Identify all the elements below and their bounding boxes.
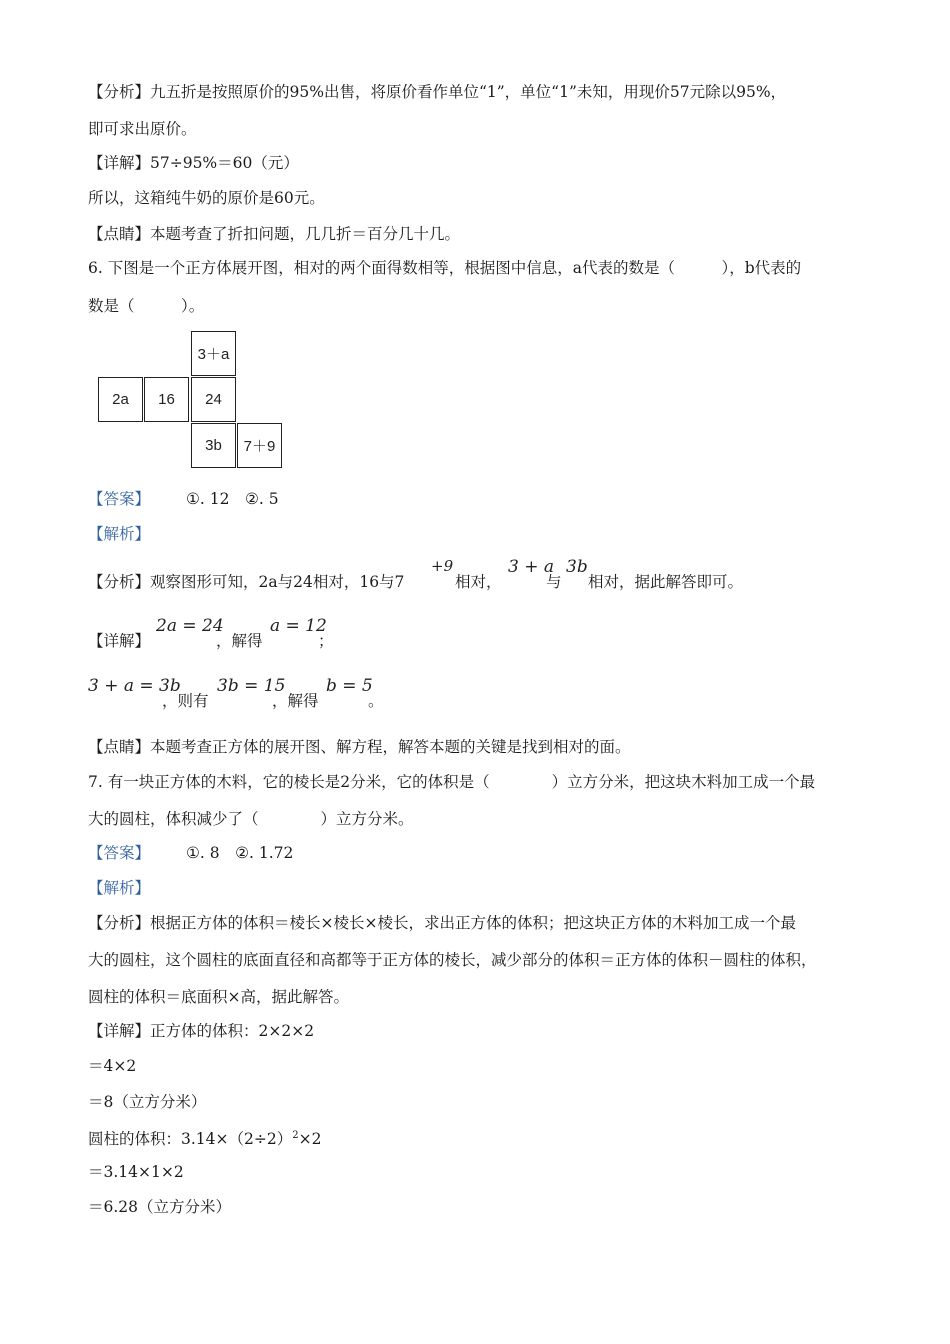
- q7-analysis-line3: 圆柱的体积＝底面积×高，据此解答。: [88, 988, 349, 1006]
- q6-eq4: 3b = 15: [217, 676, 286, 696]
- q6-analysis-expr1: 3 + a: [508, 557, 555, 577]
- prev-conclusion: 所以，这箱纯牛奶的原价是60元。: [88, 189, 325, 207]
- q7-detail-line1: 【详解】正方体的体积：2×2×2: [88, 1022, 315, 1040]
- q7-detail-line4: [88, 1126, 321, 1149]
- q7-detail-line4-b: ×2: [298, 1130, 322, 1149]
- q6-eq5: b = 5: [326, 676, 373, 696]
- q6-detail-semi: ；: [318, 632, 334, 650]
- q6-remark: 【点睛】本题考查正方体的展开图、解方程，解答本题的关键是找到相对的面。: [88, 738, 631, 756]
- q6-detail-jiede2: ，解得: [272, 692, 319, 710]
- q6-detail-jiede: ，解得: [216, 632, 263, 650]
- q6-eq1: 2a = 24: [156, 616, 224, 636]
- q6-analysis-yu: 与: [546, 573, 562, 591]
- q6-detail-end: 。: [368, 692, 384, 710]
- q7-detail-line6: ＝6.28（立方分米）: [88, 1198, 232, 1216]
- q7-detail-line5: ＝3.14×1×2: [88, 1163, 184, 1181]
- q7-question-line1: 7. 有一块正方体的木料，它的棱长是2分米，它的体积是（ ）立方分米，把这块木料加工成一个最: [88, 773, 816, 791]
- q7-question-line2: 大的圆柱，体积减少了（ ）立方分米。: [88, 810, 414, 828]
- q6-analysis-suffix: 相对，据此解答即可。: [588, 573, 744, 591]
- q6-question-line2: 数是（ ）。: [88, 297, 205, 315]
- q6-analysis-expr2: 3b: [566, 557, 588, 577]
- net-face-center: 24: [191, 377, 236, 422]
- net-face-top: 3＋a: [191, 331, 236, 376]
- net-face-mid-left: 16: [144, 377, 189, 422]
- q7-answer-label: 【答案】: [88, 844, 151, 862]
- q6-question-line1: 6. 下图是一个正方体展开图，相对的两个面得数相等，根据图中信息，a代表的数是（ ），b代表的: [88, 259, 802, 277]
- prev-analysis-line1: 【分析】九五折是按照原价的95%出售，将原价看作单位“1”，单位“1”未知，用现价57元除以95%，: [88, 83, 787, 101]
- q6-answer-values: ①. 12 ②. 5: [186, 490, 279, 508]
- q6-analysis-prefix: 【分析】观察图形可知，2a与24相对，16与7: [88, 573, 405, 591]
- q6-eq3: 3 + a = 3b: [88, 676, 181, 696]
- q7-jiexi-label: 【解析】: [88, 879, 151, 897]
- q7-detail-line4-sup: 2: [292, 1130, 299, 1141]
- q7-answer-values: ①. 8 ②. 1.72: [186, 844, 294, 862]
- q6-answer-label: 【答案】: [88, 490, 151, 508]
- q7-detail-line3: ＝8（立方分米）: [88, 1093, 207, 1111]
- prev-detail: 【详解】57÷95%＝60（元）: [88, 154, 299, 172]
- q7-detail-line2: ＝4×2: [88, 1057, 137, 1075]
- q6-eq2: a = 12: [270, 616, 327, 636]
- net-face-left: 2a: [98, 377, 143, 422]
- q7-detail-line4-a: 圆柱的体积：3.14×（2÷2）: [88, 1130, 293, 1149]
- net-face-bottom: 3b: [191, 423, 236, 468]
- net-face-right: 7＋9: [237, 423, 282, 468]
- prev-remark: 【点睛】本题考查了折扣问题，几几折＝百分几十几。: [88, 225, 461, 243]
- q6-detail-zeyou: ，则有: [162, 692, 209, 710]
- q7-analysis-line2: 大的圆柱，这个圆柱的底面直径和高都等于正方体的棱长，减少部分的体积＝正方体的体积－圆柱的体积，: [88, 951, 817, 969]
- q7-analysis-line1: 【分析】根据正方体的体积＝棱长×棱长×棱长，求出正方体的体积；把这块正方体的木料加工成一个最: [88, 914, 796, 932]
- q6-detail-label: 【详解】: [88, 632, 151, 650]
- prev-analysis-line2: 即可求出原价。: [88, 120, 197, 138]
- q6-analysis-mid: 相对，: [455, 573, 502, 591]
- q6-jiexi-label: 【解析】: [88, 525, 151, 543]
- q6-analysis-sup: +9: [431, 557, 454, 575]
